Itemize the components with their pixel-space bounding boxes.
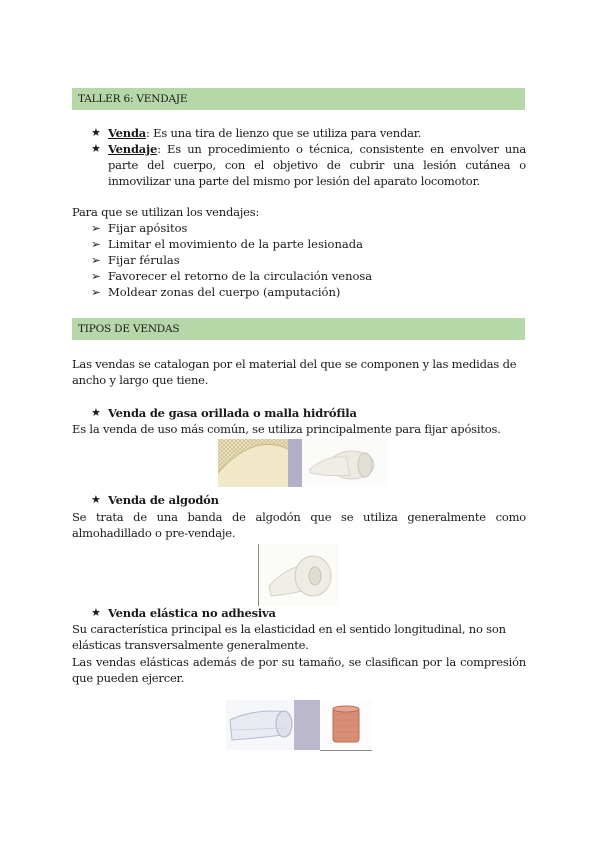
definition-venda	[108, 125, 526, 141]
list-item: ➢ Limitar el movimiento de la parte lesionada	[91, 237, 363, 251]
arrow-bullet-icon: ➢	[91, 237, 101, 251]
tipos-intro: Las vendas se catalogan por el material del que se componen y las medidas de ancho y largo que tiene.	[72, 357, 517, 387]
definition-vendaje	[108, 141, 526, 189]
elastic-roll-image	[320, 700, 372, 751]
star-bullet-icon: ★	[91, 126, 101, 139]
arrow-bullet-icon: ➢	[91, 269, 101, 283]
type-desc-gasa: Es la venda de uso más común, se utiliza principalmente para fijar apósitos.	[72, 422, 501, 436]
image-divider	[294, 700, 320, 750]
star-bullet-icon: ★	[91, 142, 101, 155]
section-header-taller: TALLER 6: VENDAJE	[72, 88, 525, 110]
type-title-gasa: Venda de gasa orillada o malla hidrófila	[108, 406, 357, 420]
term-vendaje: Vendaje	[108, 142, 158, 156]
list-item: ➢ Moldear zonas del cuerpo (amputación)	[91, 285, 341, 299]
definition-vendaje-text: : Es un procedimiento o técnica, consistente en envolver una parte del cuerpo, con el objetivo de cubrir una lesión cutánea o inmovilizar una parte del mismo por lesión del aparato locomotor.	[108, 142, 526, 188]
list-item: ➢ Fijar apósitos	[91, 221, 188, 235]
star-bullet-icon: ★	[91, 493, 101, 506]
arrow-bullet-icon: ➢	[91, 285, 101, 299]
cotton-roll-image	[258, 544, 339, 606]
section-header-tipos: TIPOS DE VENDAS	[72, 318, 525, 340]
type-title-elastica: Venda elástica no adhesiva	[108, 606, 276, 620]
arrow-bullet-icon: ➢	[91, 221, 101, 235]
elastic-bandage-image	[226, 700, 294, 750]
type-desc-algodon: Se trata de una banda de algodón que se utiliza generalmente como almohadillado o pre-vendaje.	[72, 510, 526, 540]
type-desc-elastica-2: Las vendas elásticas además de por su tamaño, se clasifican por la compresión que pueden ejercer.	[72, 655, 526, 685]
gauze-roll-white-image	[302, 439, 388, 487]
uses-intro: Para que se utilizan los vendajes:	[72, 205, 260, 219]
type-desc-elastica: Su característica principal es la elasticidad en el sentido longitudinal, no son elásticas transversalmente generalmente.	[72, 622, 506, 652]
definition-venda-text: : Es una tira de lienzo que se utiliza para vendar.	[146, 126, 422, 140]
star-bullet-icon: ★	[91, 606, 101, 619]
list-item: ➢ Favorecer el retorno de la circulación venosa	[91, 269, 373, 283]
arrow-bullet-icon: ➢	[91, 253, 101, 267]
star-bullet-icon: ★	[91, 406, 101, 419]
list-item: ➢ Fijar férulas	[91, 253, 180, 267]
uses-list	[91, 220, 372, 300]
term-venda: Venda	[108, 126, 147, 140]
gauze-roll-image	[218, 439, 288, 487]
image-divider	[288, 439, 302, 487]
type-title-algodon: Venda de algodón	[108, 493, 219, 507]
